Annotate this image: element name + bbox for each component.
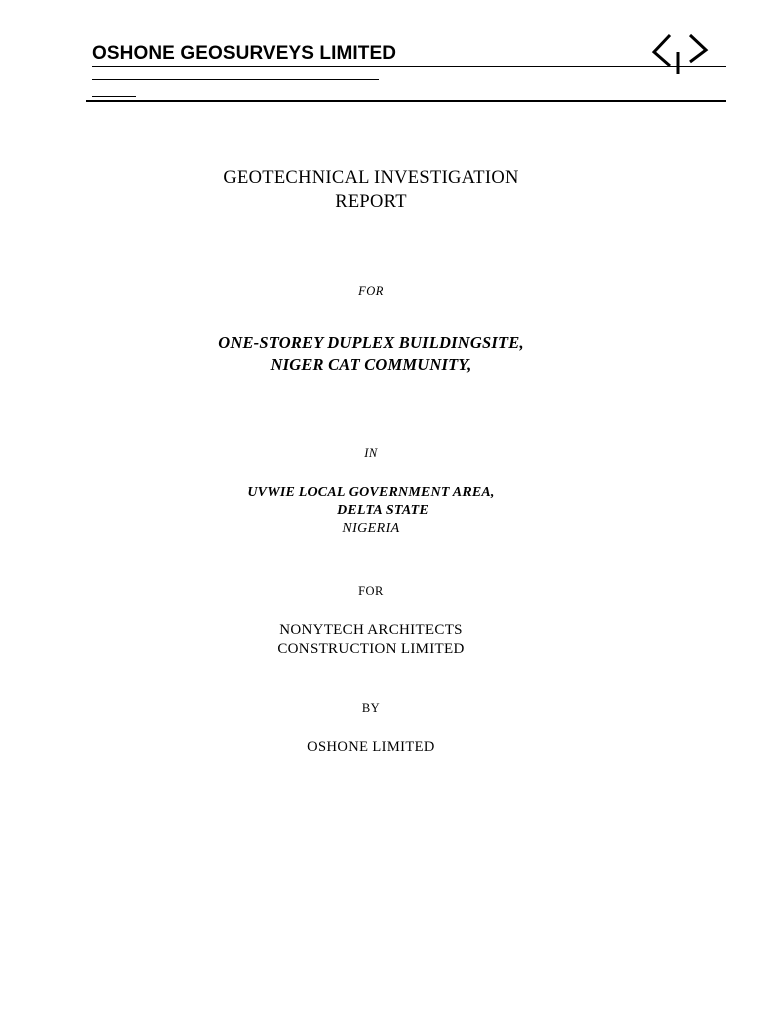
location-line-2: DELTA STATE bbox=[337, 503, 429, 518]
report-title-line-1: GEOTECHNICAL INVESTIGATION bbox=[223, 168, 519, 188]
header-rule-main bbox=[86, 100, 726, 102]
by-label: BY bbox=[361, 701, 381, 715]
project-line-1: ONE-STOREY DUPLEX BUILDINGSITE, bbox=[218, 333, 524, 352]
header-rule-tiny bbox=[92, 96, 136, 97]
header-rule-top bbox=[92, 66, 726, 67]
company-logo-icon bbox=[648, 28, 710, 76]
location-line-3: NIGERIA bbox=[342, 521, 400, 536]
in-label: IN bbox=[364, 446, 378, 460]
report-title-line-2: REPORT bbox=[335, 192, 407, 212]
company-name: OSHONE GEOSURVEYS LIMITED bbox=[92, 43, 397, 64]
author-name: OSHONE LIMITED bbox=[307, 739, 435, 755]
client-line-1: NONYTECH ARCHITECTS bbox=[279, 622, 463, 638]
header-rule-short bbox=[92, 79, 379, 80]
for-label-client: FOR bbox=[358, 584, 384, 598]
client-line-2: CONSTRUCTION LIMITED bbox=[277, 641, 465, 657]
for-label: FOR bbox=[358, 284, 384, 298]
project-line-2: NIGER CAT COMMUNITY, bbox=[270, 355, 472, 374]
location-line-1: UVWIE LOCAL GOVERNMENT AREA, bbox=[247, 485, 495, 500]
